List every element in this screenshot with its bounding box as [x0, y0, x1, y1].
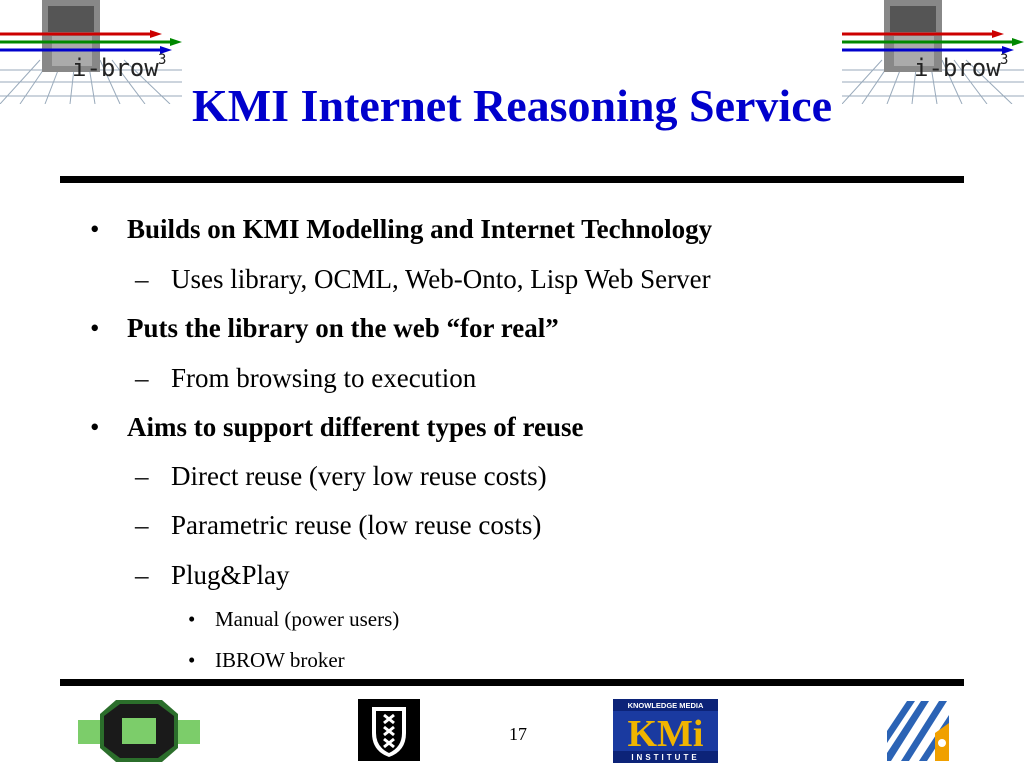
svg-text:3: 3	[1000, 52, 1009, 68]
svg-text:i-brow: i-brow	[914, 54, 1001, 82]
stripes-logo	[887, 701, 949, 761]
bullet-item: • Puts the library on the web “for real”	[90, 313, 559, 343]
sub-sub-bullet-item: • Manual (power users)	[188, 607, 400, 631]
bullet-item: • Aims to support different types of reuse	[90, 412, 584, 442]
amsterdam-crest-logo	[358, 699, 420, 761]
svg-text:INSTITUTE: INSTITUTE	[631, 753, 700, 762]
sub-bullet-item: – Plug&Play	[135, 560, 290, 590]
slide-title: KMI Internet Reasoning Service	[191, 80, 833, 131]
sub-bullet-item: – Direct reuse (very low reuse costs)	[135, 461, 547, 491]
university-logo-green	[78, 700, 200, 762]
page-number: 17	[509, 724, 527, 744]
top-divider	[60, 176, 964, 183]
ibrow-logo-text: i-brow	[72, 54, 159, 82]
sub-bullet-item: – From browsing to execution	[135, 363, 477, 393]
bullet-item: • Builds on KMI Modelling and Internet Technology	[90, 214, 713, 244]
bottom-divider	[60, 679, 964, 686]
sub-bullet-item: – Uses library, OCML, Web-Onto, Lisp Web Server	[135, 264, 711, 294]
svg-text:KNOWLEDGE MEDIA: KNOWLEDGE MEDIA	[627, 701, 704, 710]
kmi-logo	[613, 699, 718, 763]
sub-sub-bullet-item: • IBROW broker	[188, 648, 345, 672]
kmi-logo-text: KMi	[627, 713, 704, 755]
sub-bullet-item: – Parametric reuse (low reuse costs)	[135, 510, 542, 540]
svg-text:3: 3	[158, 52, 167, 68]
